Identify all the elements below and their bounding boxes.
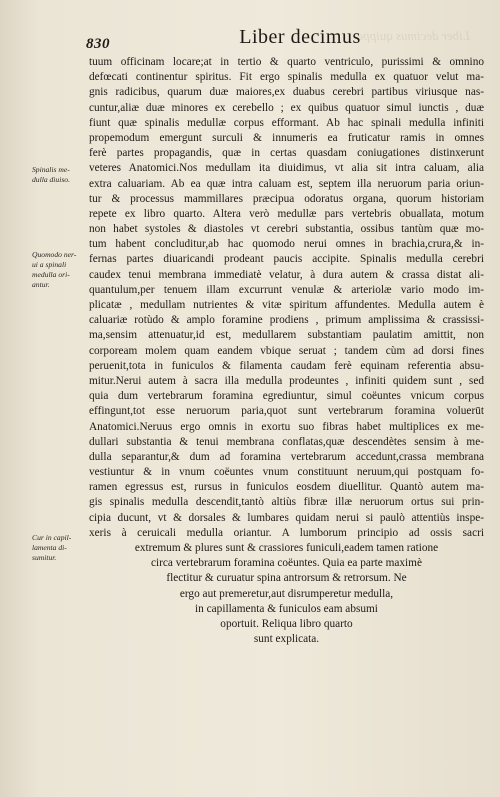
- body-line: gnis radicibus, quarum duæ maiores,ex duabus cerebri partibus viriusque nas-: [89, 86, 484, 99]
- body-line: in capillamenta & funiculos eam absumi: [195, 602, 378, 615]
- body-line: peruenit,tota in funiculos & filamenta caudam ferè equinam referentia absu-: [89, 359, 484, 372]
- body-line: extremum & plures sunt & crassiores funiculi,eadem tamen ratione: [134, 542, 439, 554]
- running-title: [0, 26, 500, 49]
- body-line: plicatæ , medullam nutrientes & vitæ spiritum affundentes. Medulla autem è: [89, 299, 484, 311]
- body-line: quantulum,per tenuem illam excurrunt venulæ & arteriolæ vario modo im-: [89, 283, 484, 296]
- body-line: mitur.Nerui autem à sacra illa medulla prodeuntes , infiniti quidem sunt , sed: [89, 374, 484, 387]
- margin-note-line: Quomodo ner-: [32, 250, 77, 259]
- margin-note-line: medulla ori-: [32, 270, 70, 279]
- body-line: tuum officinam locare;at in tertio & quarto ventriculo, purissimi & omnino: [89, 56, 484, 68]
- margin-note-line: dulla diuiso.: [32, 175, 70, 184]
- body-line: flectitur & curuatur spina antrorsum & retrorsum. Ne: [166, 572, 407, 585]
- body-line: propemodum emergunt surculi & innumeris ea fruticatur ramis in omnes: [89, 131, 484, 144]
- margin-note: [32, 533, 88, 563]
- body-line: repete ex libro quarto. Altera verò medullæ pars vertebris obuallata, motum: [89, 207, 484, 220]
- body-line: tum habent concluditur,ab hac quomodo nerui omnes in brachia,crura,& in-: [89, 238, 484, 251]
- body-line: dullari substantia & tenui membrana conflatas,quæ descendètes sensim à me-: [89, 435, 484, 448]
- bleed-through-text: Liber decimus quippe: [357, 28, 470, 43]
- page-number: 830: [86, 36, 110, 52]
- body-line: cuntur,aliæ duæ minores ex cerebello ; ex quibus quatuor simul iunctis , duæ: [89, 101, 484, 114]
- body-line: veteres Anatomici.Nos medullam ita diuidimus, vt alia sit intra caluam, alia: [89, 162, 484, 175]
- body-line: ergo aut premeretur,aut disrumperetur medulla,: [179, 587, 394, 600]
- body-line: caudex tenui membrana immediatè velatur, à dura autem & crassa distat ali-: [89, 268, 484, 281]
- body-line: corpoream molem quam eandem vbique seruat ; tandem cùm ad dorsi fines: [89, 344, 484, 357]
- margin-note-line: Cur in capil-: [32, 533, 72, 542]
- body-line: defœcati continentur spiritus. Fit ergo spinalis medulla ex quatuor velut ma-: [89, 71, 484, 84]
- margin-note-line: Spinalis me-: [32, 165, 70, 174]
- body-line: oportuit. Reliqua libro quarto: [220, 617, 353, 630]
- body-line: cipia ducunt, vt & dorsales & lumbares quidam nerui si paulò attentiùs inspe-: [89, 511, 484, 524]
- margin-note-line: antur.: [32, 280, 50, 289]
- body-line: ma,sensim attenuatur,id est, medullarem substantiam paulatim amittit, non: [89, 329, 484, 342]
- body-line: non habet systoles & diastoles vt cerebri substantia, ossibus tantùm quæ mo-: [89, 223, 484, 236]
- body-line: gis spinalis medulla descendit,tantò altiùs fibræ illæ neruorum ortus sui prin-: [89, 496, 484, 509]
- margin-note-line: lamenta di-: [32, 543, 67, 552]
- body-line: extra caluariam. Ab ea quæ intra caluam est, septem illa neruorum paria oriun-: [89, 177, 484, 190]
- running-title-text: Liber decimus: [239, 26, 361, 48]
- margin-note: [32, 250, 88, 290]
- body-line: dulla separantur,& dum ad foramina vertebrarum accedunt,crassa membrana: [89, 450, 484, 463]
- body-line: effingunt,tot esse neruorum paria,quot sunt vertebrarum foramina voluerūt: [89, 405, 484, 418]
- body-line: circa vertebrarum foramina coëuntes. Quia ea parte maximè: [151, 557, 422, 570]
- body-line: caluariæ rotùdo & amplo foramine prodiens , primum amplissima & crassissi-: [89, 314, 484, 327]
- body-line: xeris à ceruicali medulla oriantur. A lumborum principio ad ossis sacri: [89, 526, 484, 539]
- body-line: vestiuntur & in vnum coëuntes vnum constituunt neruum,qui postquam fo-: [89, 466, 484, 479]
- body-line: fernas partes diuaricandi prodeant paucis accipite. Spinalis medulla cerebri: [89, 253, 484, 266]
- body-line: ferè partes propagandis, quæ in certas quasdam coniugationes distinxerunt: [89, 147, 484, 160]
- body-text: [89, 55, 484, 647]
- margin-note-line: ui a spinali: [32, 260, 67, 269]
- body-line: quia dum vertebrarum foramina egrediuntur, simul coëuntes vnicum corpus: [89, 390, 484, 403]
- margin-note: [32, 165, 88, 185]
- body-line: Anatomici.Neruus ergo omnis in exortu suo fibras habet multiplices ex me-: [89, 420, 484, 433]
- body-line: ramen egressus est, rursus in funiculos eosdem diuellitur. Quantò autem ma-: [89, 481, 484, 494]
- body-line: tur & processus mammillares præcipua odoratus organa, quorum historiam: [89, 192, 484, 205]
- body-line: sunt explicata.: [253, 633, 320, 646]
- body-line: fiunt quæ spinalis medullæ corpus efformant. Ab hac spinali medulla infiniti: [89, 116, 484, 129]
- margin-note-line: sumitur.: [32, 553, 57, 562]
